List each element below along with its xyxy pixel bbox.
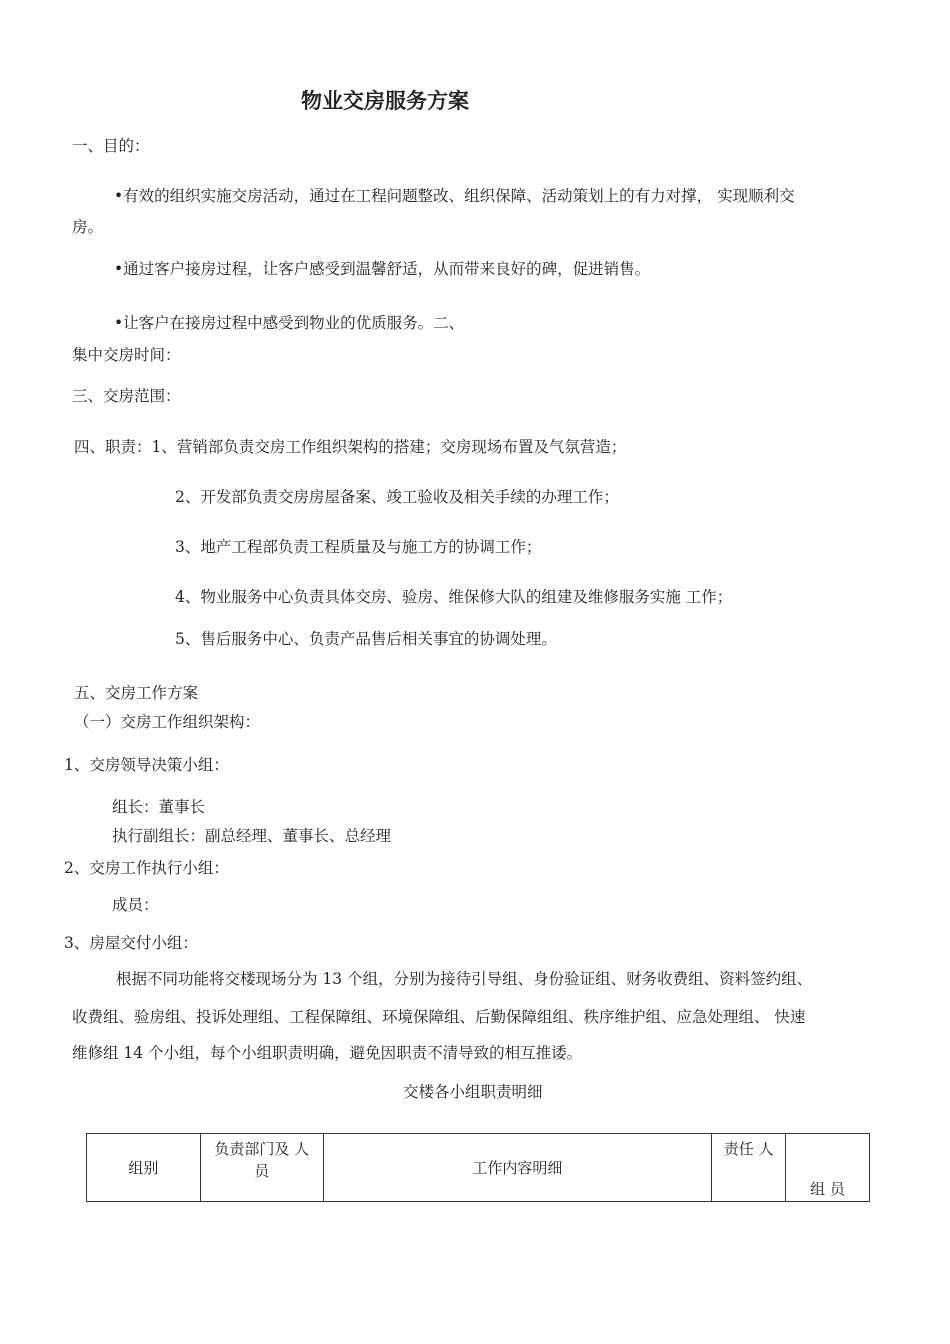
header-dept-cell [200, 1134, 323, 1202]
group-3-paragraph-line-2: 收费组、验房组、投诉处理组、工程保障组、环境保障组、后勤保障组组、秩序维护组、应急处理组、 快速 [72, 1008, 806, 1026]
duty-item-1: 四、职责：1、营销部负责交房工作组织架构的搭建；交房现场布置及气氛营造； [74, 438, 627, 456]
table-caption: 交楼各小组职责明细 [403, 1083, 543, 1101]
header-group-label: 组别 [128, 1159, 159, 1177]
duty-item-4: 4、物业服务中心负责具体交房、验房、维保修大队的组建及维修服务实施 工作； [175, 588, 733, 606]
group-2-members: 成员： [112, 896, 159, 914]
group-2-heading: 2、交房工作执行小组： [64, 859, 229, 877]
group-1-leader: 组长：董事长 [112, 798, 206, 816]
group-3-heading: 3、房屋交付小组： [64, 934, 198, 952]
group-1-deputy: 执行副组长：副总经理、董事长、总经理 [112, 827, 392, 845]
purpose-item-2: •通过客户接房过程，让客户感受到温馨舒适，从而带来良好的碑，促进销售。 [114, 260, 651, 278]
duty-item-2: 2、开发部负责交房房屋备案、竣工验收及相关手续的办理工作； [175, 488, 619, 506]
table-header-row [87, 1134, 870, 1202]
purpose-item-3: •让客户在接房过程中感受到物业的优质服务。二、 [114, 314, 465, 332]
header-owner-label: 责任 人 [723, 1140, 774, 1158]
header-group-cell [87, 1134, 201, 1202]
header-dept-label-line-1: 负责部门及 人 [214, 1140, 310, 1158]
header-dept-label-line-2: 员 [254, 1162, 270, 1180]
duty-item-3: 3、地产工程部负责工程质量及与施工方的协调工作； [175, 538, 542, 556]
header-content-label: 工作内容明细 [472, 1159, 563, 1177]
header-member-label: 组 员 [810, 1180, 845, 1198]
section-heading-handover-time: 集中交房时间： [72, 346, 181, 364]
page-title: 物业交房服务方案 [301, 89, 469, 113]
purpose-item-1: •有效的组织实施交房活动，通过在工程问题整改、组织保障、活动策划上的有力对撑， 实现顺利交 [114, 187, 795, 205]
header-owner-cell [712, 1134, 786, 1202]
header-content-cell [323, 1134, 711, 1202]
group-3-paragraph-line-1: 根据不同功能将交楼现场分为 13 个组，分别为接待引导组、身份验证组、财务收费组、资料签约组、 [116, 970, 813, 988]
group-1-heading: 1、交房领导决策小组： [64, 756, 229, 774]
duty-item-5: 5、售后服务中心、负责产品售后相关事宜的协调处理。 [175, 630, 557, 648]
subsection-heading-org-structure: （一）交房工作组织架构： [74, 713, 261, 731]
group-duty-table [86, 1133, 870, 1202]
section-heading-purpose: 一、目的： [72, 137, 150, 155]
section-heading-handover-scope: 三、交房范围： [72, 387, 181, 405]
purpose-item-1-continued: 房。 [72, 218, 104, 236]
header-member-cell [786, 1134, 870, 1202]
section-heading-work-plan: 五、交房工作方案 [74, 684, 199, 702]
group-3-paragraph-line-3: 维修组 14 个小组，每个小组职责明确，避免因职责不清导致的相互推诿。 [72, 1044, 583, 1062]
